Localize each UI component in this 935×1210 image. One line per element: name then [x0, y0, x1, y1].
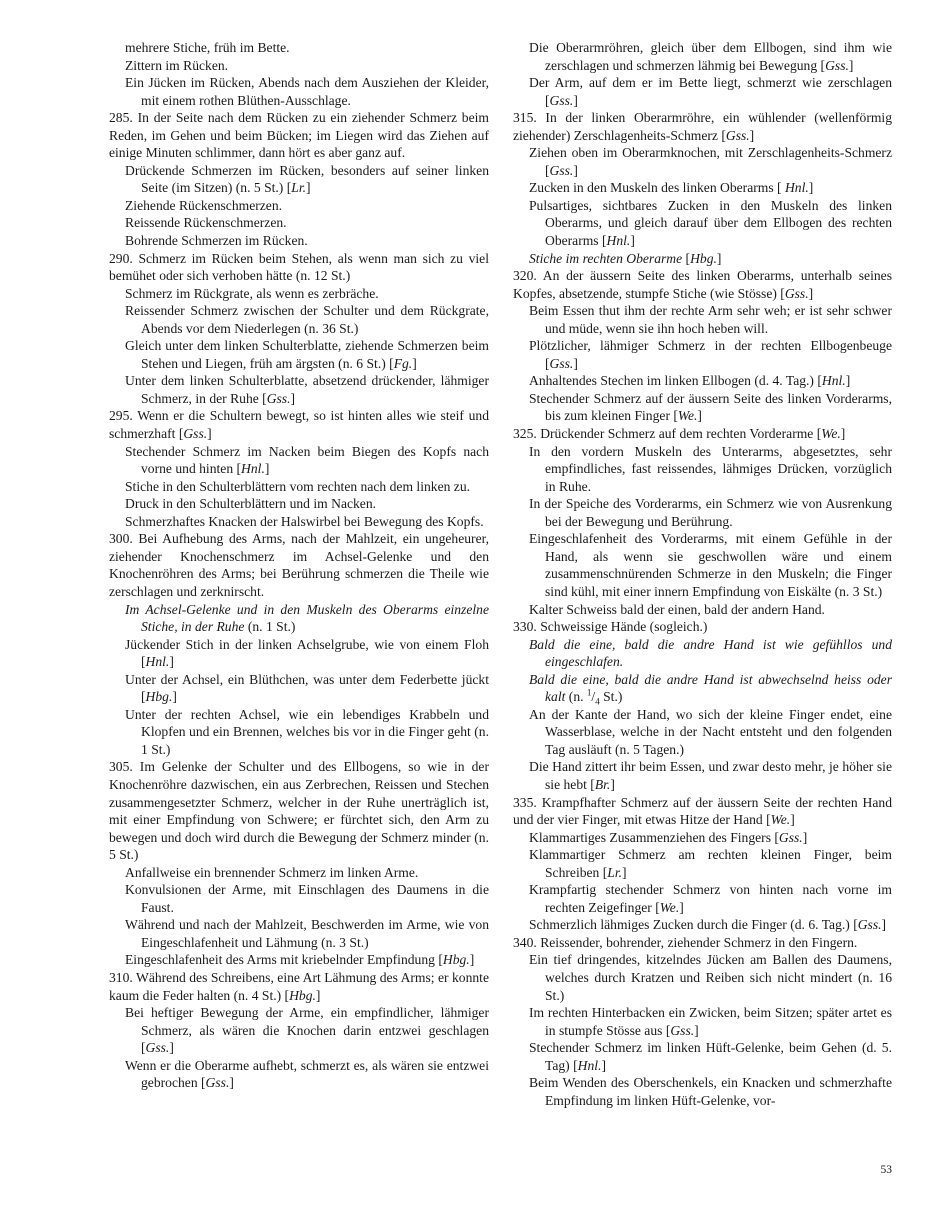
entry-text: Eingeschlafenheit des Arms mit kriebelnder Empfindung [ — [125, 952, 443, 968]
symptom-entry — [109, 671, 489, 706]
italic-text: Bald die eine, bald die andre Hand ist wie gefühllos und eingeschlafen. — [529, 636, 892, 670]
symptom-entry — [109, 706, 489, 759]
entry-text: Ziehen oben im Oberarmknochen, mit Zerschlagenheits-Schmerz [ — [529, 145, 892, 178]
source-abbreviation: Hnl. — [241, 461, 265, 477]
numbered-symptom — [109, 407, 489, 442]
source-abbreviation: Gss. — [778, 829, 803, 845]
source-abbreviation: Lr. — [607, 864, 623, 880]
source-abbreviation: Hbg. — [289, 987, 316, 1003]
symptom-entry — [513, 39, 892, 74]
symptom-entry — [513, 671, 892, 706]
numbered-symptom — [513, 794, 892, 829]
closing-bracket: ] — [802, 829, 808, 845]
source-abbreviation: Br. — [594, 776, 611, 792]
symptom-entry — [513, 846, 892, 881]
numbered-symptom — [109, 250, 489, 285]
source-abbreviation: Gss. — [725, 127, 750, 143]
entry-text: Anhaltendes Stechen im linken Ellbogen (d. 4. Tag.) [ — [529, 373, 822, 389]
closing-bracket: ] — [790, 812, 795, 828]
symptom-entry — [109, 214, 489, 232]
symptom-entry — [109, 372, 489, 407]
closing-bracket: ] — [573, 355, 578, 371]
symptom-entry — [109, 1004, 489, 1057]
closing-bracket: ] — [808, 180, 814, 196]
symptom-entry — [513, 1039, 892, 1074]
symptom-entry — [513, 250, 892, 268]
symptom-entry — [109, 232, 489, 250]
entry-text: Reissende Rückenschmerzen. — [125, 215, 287, 231]
source-abbreviation: We. — [677, 408, 698, 424]
entry-text: Zucken in den Muskeln des linken Oberarms [ — [529, 180, 785, 196]
numbered-symptom — [109, 969, 489, 1004]
symptom-entry — [109, 864, 489, 882]
entry-text: Schmerzhaftes Knacken der Halswirbel bei Bewegung des Kopfs. — [125, 513, 484, 529]
entry-text: 340. Reissender, bohrender, ziehender Schmerz in den Fingern. — [513, 934, 858, 950]
entry-text: 285. In der Seite nach dem Rücken zu ein ziehender Schmerz beim Reden, im Gehen und beim Bücken; im Liegen wird das Ziehen auf einige Minuten schlimmer, dann hört es aber ganz auf. — [109, 110, 489, 161]
entry-text: (n. — [565, 689, 587, 705]
entry-text: Anfallweise ein brennender Schmerz im linken Arme. — [125, 864, 419, 880]
entry-text: Jückender Stich in der linken Achselgrube, wie von einem Floh [ — [125, 636, 489, 670]
closing-bracket: ] — [573, 92, 578, 108]
symptom-entry — [109, 443, 489, 478]
page-number: 53 — [880, 1164, 892, 1176]
numbered-symptom — [109, 530, 489, 600]
closing-bracket: ] — [169, 1040, 174, 1056]
symptom-entry — [513, 706, 892, 759]
source-abbreviation: Gss. — [183, 426, 208, 442]
entry-text: Schmerz im Rückgrate, als wenn es zerbräche. — [125, 285, 379, 301]
entry-text: 295. Wenn er die Schultern bewegt, so ist hinten alles wie steif und schmerzhaft [ — [109, 408, 489, 442]
symptom-entry — [109, 57, 489, 75]
source-abbreviation: Lr. — [291, 180, 307, 196]
entry-text: In der Speiche des Vorderarms, ein Schmerz wie von Ausrenkung bei der Bewegung und Berührung. — [529, 496, 892, 529]
italic-text: Im Achsel-Gelenke und in den Muskeln des Oberarms einzelne Stiche, in der Ruhe — [125, 601, 489, 635]
symptom-entry — [125, 39, 489, 57]
entry-text: Während und nach der Mahlzeit, Beschwerden im Arme, wie von Eingeschlafenheit und Lähmung (n. 3 St.) — [125, 917, 489, 950]
symptom-entry — [513, 951, 892, 1004]
closing-bracket: ] — [469, 952, 475, 968]
symptom-entry — [109, 951, 489, 969]
source-abbreviation: Gss. — [825, 57, 849, 73]
entry-text: Stechender Schmerz auf der äussern Seite des linken Vorderarms, bis zum kleinen Finger [ — [529, 390, 892, 424]
symptom-entry — [513, 74, 892, 109]
entry-text: Unter dem linken Schulterblatte, absetzend drückender, lähmiger Schmerz, in der Ruhe [ — [125, 373, 489, 406]
source-abbreviation: Hnl. — [145, 654, 170, 670]
source-abbreviation: We. — [659, 899, 680, 915]
closing-bracket: ] — [630, 233, 635, 249]
entry-text: 320. An der äussern Seite des linken Oberarms, unterhalb seines Kopfes, absetzende, stumpfe Stiche (wie Stösse) [ — [513, 268, 892, 301]
entry-text: [ — [682, 250, 691, 266]
numbered-symptom — [109, 758, 489, 863]
symptom-entry — [109, 302, 489, 337]
entry-text: Im rechten Hinterbacken ein Zwicken, beim Sitzen; später artet es in stumpfe Stösse aus [ — [529, 1005, 892, 1038]
entry-text: Unter der Achsel, ein Blüthchen, was unter dem Federbette jückt [ — [125, 671, 489, 705]
symptom-entry — [109, 881, 489, 916]
left-column — [109, 39, 489, 1092]
source-abbreviation: Hnl. — [577, 1057, 602, 1073]
numbered-symptom — [109, 109, 489, 162]
entry-text: Der Arm, auf dem er im Bette liegt, schmerzt wie zerschlagen [ — [529, 75, 892, 108]
numbered-symptom — [513, 109, 892, 144]
source-abbreviation: Hnl. — [606, 233, 631, 249]
closing-bracket: ] — [290, 390, 296, 406]
symptom-entry — [513, 881, 892, 916]
entry-text: 335. Krampfhafter Schmerz auf der äussern Seite der rechten Hand und der vier Finger, mit etwas Hitze der Hand [ — [513, 794, 892, 828]
entry-text: Bohrende Schmerzen im Rücken. — [125, 233, 308, 249]
entry-text: 305. Im Gelenke der Schulter und des Ellbogens, so wie in der Knochenröhre dazwischen, ein aus Zerbrechen, Reissen und Stechen zusammengesetzter Schmerz, welcher in der Ruhe unerträglich ist, mit einer Empfindung von Schwere; er fürchtet sich, den Arm zu bewegen und doch wird durch die Bewegung der Schmerz minder (n. 5 St.) — [109, 759, 489, 863]
entry-text: Wenn er die Oberarme aufhebt, schmerzt es, als wären sie entzwei gebrochen [ — [125, 1057, 489, 1091]
source-abbreviation: Gss. — [205, 1075, 230, 1091]
source-abbreviation: Gss. — [549, 355, 574, 371]
symptom-entry — [513, 1004, 892, 1039]
closing-bracket: ] — [697, 408, 702, 424]
entry-text: 300. Bei Aufhebung des Arms, nach der Mahlzeit, ein ungeheurer, ziehender Knochenschmerz im Achsel-Gelenke und den Knochenröhren des Arms; bei Berührung schmerzen die Theile wie zerschlagen und zerknirscht. — [109, 531, 489, 599]
entry-text: Konvulsionen der Arme, mit Einschlagen des Daumens in die Faust. — [125, 882, 489, 915]
closing-bracket: ] — [881, 917, 887, 933]
entry-text: Zittern im Rücken. — [125, 57, 229, 73]
symptom-entry — [513, 390, 892, 425]
entry-text: Ziehende Rückenschmerzen. — [125, 197, 283, 213]
closing-bracket: ] — [716, 250, 722, 266]
source-abbreviation: Fg. — [393, 355, 413, 371]
entry-text: Drückende Schmerzen im Rücken, besonders auf seiner linken Seite (im Sitzen) (n. 5 St.) [ — [125, 162, 489, 196]
source-abbreviation: We. — [821, 426, 841, 442]
entry-text: Unter der rechten Achsel, wie ein lebendiges Krabbeln und Klopfen und ein Brennen, welches bis vor in die Finger geht (n. 1 St.) — [125, 706, 489, 757]
symptom-entry — [513, 197, 892, 250]
symptom-entry — [513, 829, 892, 847]
source-abbreviation: Hnl. — [821, 373, 846, 389]
closing-bracket: ] — [573, 162, 578, 178]
closing-bracket: ] — [264, 461, 270, 477]
source-abbreviation: Gss. — [549, 162, 574, 178]
entry-text: Pulsartiges, sichtbares Zucken in den Muskeln des linken Oberarms, und gleich darauf über dem Ellbogen des rechten Oberarms [ — [529, 197, 892, 249]
symptom-entry — [109, 285, 489, 303]
symptom-entry — [513, 144, 892, 179]
closing-bracket: ] — [840, 426, 846, 442]
symptom-entry — [109, 601, 489, 636]
entry-text: Reissender Schmerz zwischen der Schulter und dem Rückgrate, Abends vor dem Niederlegen (n. 36 St.) — [125, 303, 489, 336]
symptom-entry — [109, 636, 489, 671]
entry-text: Plötzlicher, lähmiger Schmerz in der rechten Ellbogenbeuge [ — [529, 338, 892, 371]
entry-text: 290. Schmerz im Rücken beim Stehen, als wenn man sich zu viel bemühet oder sich verhoben hätte (n. 12 St.) — [109, 250, 489, 284]
numbered-symptom — [513, 618, 892, 636]
symptom-entry — [109, 1057, 489, 1092]
entry-text: Gleich unter dem linken Schulterblatte, ziehende Schmerzen beim Stehen und Liegen, früh am ärgsten (n. 6 St.) [ — [125, 338, 489, 371]
closing-bracket: ] — [172, 689, 177, 705]
entry-text: Stechender Schmerz im linken Hüft-Gelenke, beim Gehen (d. 5. Tag) [ — [529, 1040, 892, 1073]
closing-bracket: ] — [412, 355, 417, 371]
closing-bracket: ] — [601, 1057, 606, 1073]
entry-text: Krampfartig stechender Schmerz von hinten nach vorne im rechten Zeigefinger [ — [529, 882, 892, 915]
entry-text: mehrere Stiche, früh im Bette. — [125, 40, 290, 55]
symptom-entry — [513, 337, 892, 372]
source-abbreviation: Hnl. — [784, 180, 809, 196]
closing-bracket: ] — [845, 373, 851, 389]
source-abbreviation: We. — [770, 812, 791, 828]
closing-bracket: ] — [622, 864, 627, 880]
entry-text: Beim Essen thut ihm der rechte Arm sehr weh; er ist sehr schwer und müde, wenn sie ihn hoch heben will. — [529, 303, 892, 336]
entry-text: Stiche in den Schulterblättern vom rechten nach dem linken zu. — [125, 478, 471, 494]
entry-text: Die Oberarmröhren, gleich über dem Ellbogen, sind ihm wie zerschlagen und schmerzen lähmig bei Bewegung [ — [529, 40, 892, 73]
entry-text: Klammartiges Zusammenziehen des Fingers [ — [529, 829, 779, 845]
symptom-entry — [513, 636, 892, 671]
closing-bracket: ] — [229, 1075, 234, 1091]
symptom-entry — [513, 443, 892, 496]
entry-text: An der Kante der Hand, wo sich der kleine Finger endet, eine Wasserblase, welche in der Nacht entsteht und den folgenden Tag ausläuft (n. 5 Tagen.) — [529, 706, 892, 757]
entry-text: In den vordern Muskeln des Unterarms, abgesetztes, sehr empfindliches, fast reissendes, lähmiges Drücken, vorzüglich in Ruhe. — [529, 443, 892, 494]
closing-bracket: ] — [207, 426, 212, 442]
numbered-symptom — [513, 425, 892, 443]
symptom-entry — [513, 372, 892, 390]
entry-text: 325. Drückender Schmerz auf dem rechten Vorderarme [ — [513, 426, 822, 442]
symptom-entry — [513, 916, 892, 934]
entry-text: Beim Wenden des Oberschenkels, ein Knacken und schmerzhafte Empfindung im linken Hüft-Gelenke, vor- — [529, 1075, 892, 1108]
entry-text: Ein Jücken im Rücken, Abends nach dem Ausziehen der Kleider, mit einem rothen Blüthen-Ausschlage. — [125, 75, 489, 108]
closing-bracket: ] — [808, 285, 814, 301]
entry-text: Ein tief dringendes, kitzelndes Jücken am Ballen des Daumens, welches durch Kratzen und Reiben sich nicht mindert (n. 16 St.) — [529, 952, 892, 1003]
entry-text: Bei heftiger Bewegung der Arme, ein empfindlicher, lähmiger Schmerz, als wären die Knochen darin entzwei geschlagen [ — [125, 1005, 489, 1056]
symptom-entry — [513, 495, 892, 530]
entry-text: Schmerzlich lähmiges Zucken durch die Finger (d. 6. Tag.) [ — [529, 917, 858, 933]
entry-text: Kalter Schweiss bald der einen, bald der andern Hand. — [529, 601, 825, 617]
symptom-entry — [513, 601, 892, 619]
symptom-entry — [109, 495, 489, 513]
numbered-symptom — [513, 934, 892, 952]
symptom-entry — [109, 162, 489, 197]
entry-text: 310. Während des Schreibens, eine Art Lähmung des Arms; er konnte kaum die Feder halten (n. 4 St.) [ — [109, 969, 489, 1003]
right-column — [513, 39, 892, 1109]
source-abbreviation: Gss. — [784, 285, 809, 301]
entry-text: 330. Schweissige Hände (sogleich.) — [513, 619, 708, 635]
entry-text: Eingeschlafenheit des Vorderarms, mit einem Gefühle in der Hand, als wenn sie geschwollen wäre und einem zusammenschnürenden Schmerze in den Muskeln; die Finger sind kühl, mit einer innern Empfindung von Eiskälte (n. 3 St.) — [529, 531, 892, 599]
closing-bracket: ] — [848, 57, 854, 73]
entry-text: (n. 1 St.) — [244, 619, 296, 635]
symptom-entry — [513, 1074, 892, 1109]
entry-text: Stechender Schmerz im Nacken beim Biegen des Kopfs nach vorne und hinten [ — [125, 443, 489, 477]
closing-bracket: ] — [610, 776, 615, 792]
symptom-entry — [513, 302, 892, 337]
source-abbreviation: Hbg. — [690, 250, 717, 266]
source-abbreviation: Gss. — [670, 1022, 695, 1038]
source-abbreviation: Gss. — [857, 917, 882, 933]
closing-bracket: ] — [169, 654, 174, 670]
source-abbreviation: Hbg. — [442, 952, 470, 968]
source-abbreviation: Hbg. — [145, 689, 173, 705]
entry-text: 315. In der linken Oberarmröhre, ein wühlender (wellenförmig ziehender) Zerschlagenheits-Schmerz [ — [513, 110, 892, 143]
symptom-entry — [109, 513, 489, 531]
italic-text: Stiche im rechten Oberarme — [529, 250, 683, 266]
symptom-entry — [109, 478, 489, 496]
fraction-display: $^1/_4$ — [586, 687, 600, 707]
closing-bracket: ] — [749, 127, 755, 143]
entry-text: Klammartiger Schmerz am rechten kleinen Finger, beim Schreiben [ — [529, 847, 892, 880]
closing-bracket: ] — [315, 987, 321, 1003]
entry-text: Druck in den Schulterblättern und im Nacken. — [125, 496, 377, 512]
symptom-entry — [109, 916, 489, 951]
symptom-entry — [513, 758, 892, 793]
closing-bracket: ] — [679, 899, 684, 915]
closing-bracket: ] — [694, 1022, 699, 1038]
entry-text-after: St.) — [599, 689, 623, 705]
symptom-entry — [513, 530, 892, 600]
closing-bracket: ] — [306, 180, 311, 196]
symptom-entry — [109, 74, 489, 109]
entry-text: Die Hand zittert ihr beim Essen, und zwar desto mehr, je höher sie sie hebt [ — [529, 759, 892, 792]
source-abbreviation: Gss. — [266, 390, 291, 406]
source-abbreviation: Gss. — [145, 1040, 170, 1056]
italic-text: Bald die eine, bald die andre Hand ist abwechselnd heiss oder kalt — [529, 671, 892, 705]
numbered-symptom — [513, 267, 892, 302]
symptom-entry — [109, 197, 489, 215]
symptom-entry — [109, 337, 489, 372]
source-abbreviation: Gss. — [549, 92, 574, 108]
symptom-entry — [513, 179, 892, 197]
